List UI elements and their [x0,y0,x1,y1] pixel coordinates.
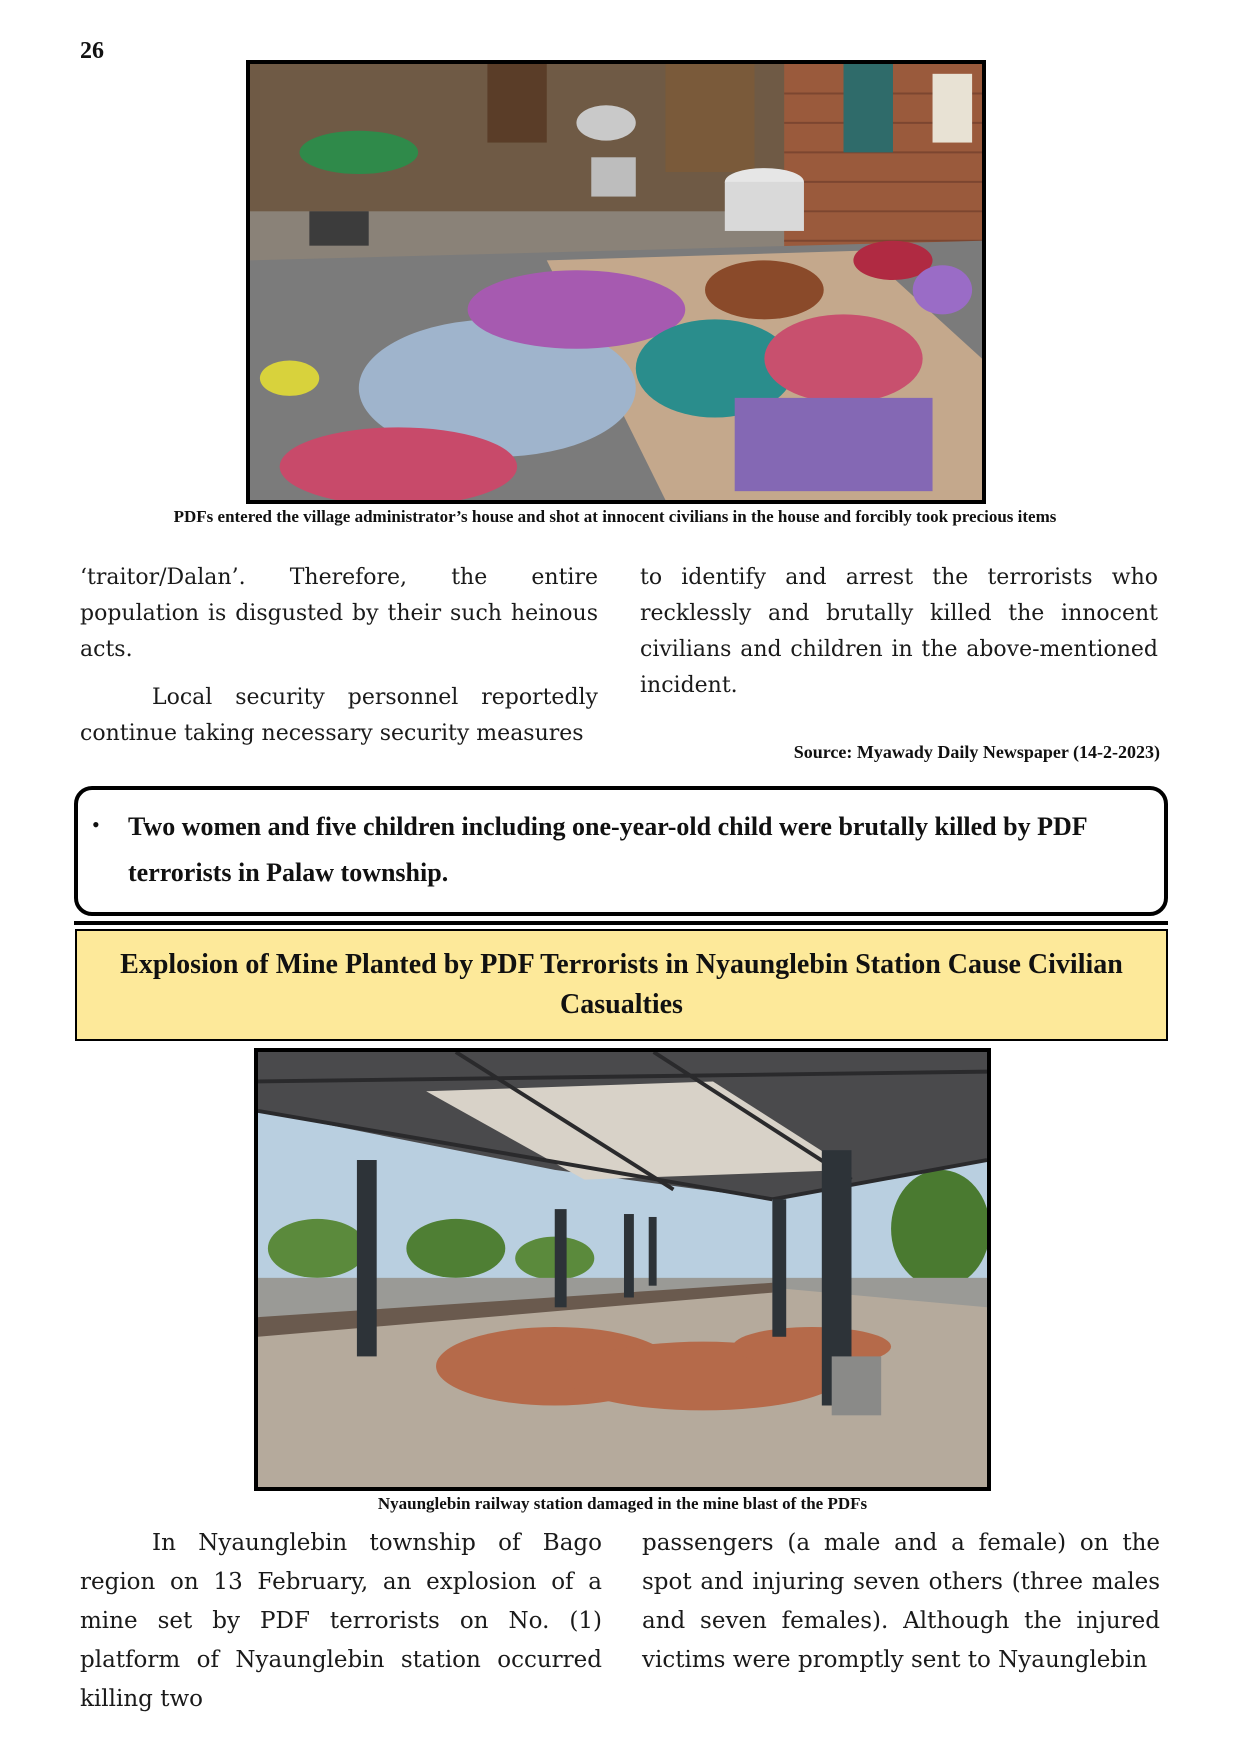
article-2-paragraph: passengers (a male and a female) on the spot and injuring seven others (three males and seven females). Although the injured victims were promptly sent to Nyaunglebin [642,1530,1160,1673]
railway-station-photo [254,1048,991,1491]
headline-box [75,929,1168,1041]
ransacked-house-photo [246,60,986,504]
article-2-column-left [80,1524,602,1719]
article-1-column-right [640,560,1158,704]
divider-rule [74,921,1168,925]
source-line: Source: Myawady Daily Newspaper (14-2-2023) [793,742,1160,762]
page-number: 26 [80,38,104,64]
article-1-paragraph: to identify and arrest the terrorists who recklessly and brutally killed the innocent civilians and children in the above-mentioned incident. [640,565,1158,698]
bullet-callout-box [74,786,1168,916]
article-2-paragraph: In Nyaunglebin township of Bago region on 13 February, an explosion of a mine set by PDF terrorists on No. (1) platform of Nyaunglebin station occurred killing two [80,1530,602,1712]
photo-caption-1: PDFs entered the village administrator’s house and shot at innocent civilians in the house and forcibly took precious items [173,507,1057,526]
article-1-paragraph: Local security personnel reportedly continue taking necessary security measures [80,685,598,746]
photo-caption-2: Nyaunglebin railway station damaged in the mine blast of the PDFs [377,1494,868,1513]
article-1-paragraph: ‘traitor/Dalan’. Therefore, the entire population is disgusted by their such heinous acts. [80,565,598,662]
article-1-column-left [80,560,598,752]
headline-title: Explosion of Mine Planted by PDF Terrorists in Nyaunglebin Station Cause Civilian Casualties [120,949,1123,1020]
article-2-column-right [642,1524,1160,1680]
bullet-icon: • [92,812,100,837]
bullet-text: Two women and five children including one-year-old child were brutally killed by PDF terrorists in Palaw township. [128,812,1087,887]
